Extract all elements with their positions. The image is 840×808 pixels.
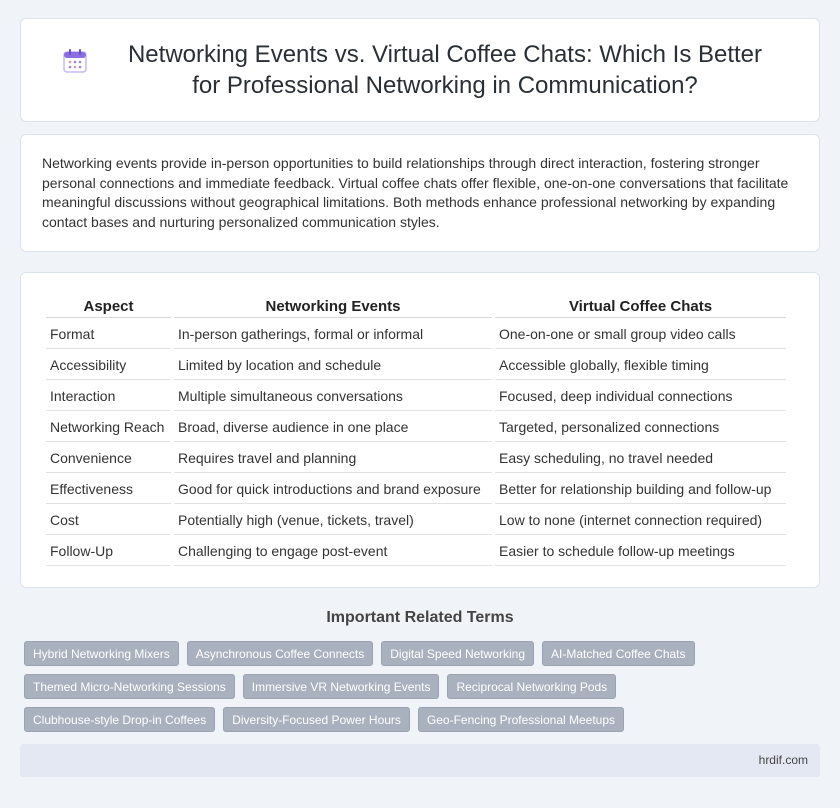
table-cell: Accessibility xyxy=(46,349,171,380)
table-cell: Networking Reach xyxy=(46,411,171,442)
table-header-row xyxy=(46,293,786,318)
table-cell: Effectiveness xyxy=(46,473,171,504)
table-cell: In-person gatherings, formal or informal xyxy=(174,318,492,349)
related-term-tag[interactable]: Digital Speed Networking xyxy=(381,641,534,666)
table-cell: Easy scheduling, no travel needed xyxy=(495,442,786,473)
table-cell: Accessible globally, flexible timing xyxy=(495,349,786,380)
summary-card xyxy=(20,134,820,252)
related-terms-heading: Important Related Terms xyxy=(326,609,514,626)
footer xyxy=(20,744,820,777)
footer-site-link[interactable]: hrdif.com xyxy=(758,753,808,767)
table-cell: Better for relationship building and follow-up xyxy=(495,473,786,504)
related-term-tag[interactable]: Diversity-Focused Power Hours xyxy=(223,707,410,732)
related-term-tag[interactable]: AI-Matched Coffee Chats xyxy=(542,641,695,666)
table-row xyxy=(46,473,786,504)
table-cell: Format xyxy=(46,318,171,349)
table-cell: Low to none (internet connection required) xyxy=(495,504,786,535)
table-row xyxy=(46,504,786,535)
table-cell: Challenging to engage post-event xyxy=(174,535,492,566)
table-row xyxy=(46,535,786,566)
related-term-tag[interactable]: Geo-Fencing Professional Meetups xyxy=(418,707,624,732)
table-row xyxy=(46,380,786,411)
table-cell: Interaction xyxy=(46,380,171,411)
table-cell: Convenience xyxy=(46,442,171,473)
table-cell: Targeted, personalized connections xyxy=(495,411,786,442)
table-row xyxy=(46,349,786,380)
table-cell: Multiple simultaneous conversations xyxy=(174,380,492,411)
table-cell: Easier to schedule follow-up meetings xyxy=(495,535,786,566)
page-title: Networking Events vs. Virtual Coffee Chats: Which Is Better for Professional Networking in Communication? xyxy=(127,41,763,99)
related-term-tag[interactable]: Immersive VR Networking Events xyxy=(243,674,440,699)
table-cell: One-on-one or small group video calls xyxy=(495,318,786,349)
table-cell: Focused, deep individual connections xyxy=(495,380,786,411)
column-header-aspect: Aspect xyxy=(46,293,171,318)
related-term-tag[interactable]: Themed Micro-Networking Sessions xyxy=(24,674,235,699)
table-cell: Broad, diverse audience in one place xyxy=(174,411,492,442)
comparison-table xyxy=(43,293,789,566)
table-cell: Potentially high (venue, tickets, travel) xyxy=(174,504,492,535)
table-cell: Good for quick introductions and brand exposure xyxy=(174,473,492,504)
related-term-tag[interactable]: Asynchronous Coffee Connects xyxy=(187,641,374,666)
table-cell: Cost xyxy=(46,504,171,535)
calendar-icon xyxy=(61,47,89,75)
table-row xyxy=(46,411,786,442)
column-header-networking-events: Networking Events xyxy=(174,293,492,318)
related-term-tag[interactable]: Reciprocal Networking Pods xyxy=(447,674,616,699)
summary-text: Networking events provide in-person opportunities to build relationships through direct interaction, fostering stronger personal connections and immediate feedback. Virtual coffee chats offer flexible, one-on-one conversations that facilitate meaningful discussions without geographical limitations. Both methods enhance professional networking by expanding contact bases and nurturing personalized communication styles. xyxy=(42,155,789,230)
table-cell: Limited by location and schedule xyxy=(174,349,492,380)
related-term-tag[interactable]: Hybrid Networking Mixers xyxy=(24,641,179,666)
table-row xyxy=(46,318,786,349)
related-terms-list xyxy=(24,641,814,732)
related-term-tag[interactable]: Clubhouse-style Drop-in Coffees xyxy=(24,707,215,732)
table-cell: Follow-Up xyxy=(46,535,171,566)
column-header-virtual-coffee-chats: Virtual Coffee Chats xyxy=(495,293,786,318)
table-row xyxy=(46,442,786,473)
comparison-card xyxy=(20,272,820,588)
table-cell: Requires travel and planning xyxy=(174,442,492,473)
title-card xyxy=(20,18,820,122)
